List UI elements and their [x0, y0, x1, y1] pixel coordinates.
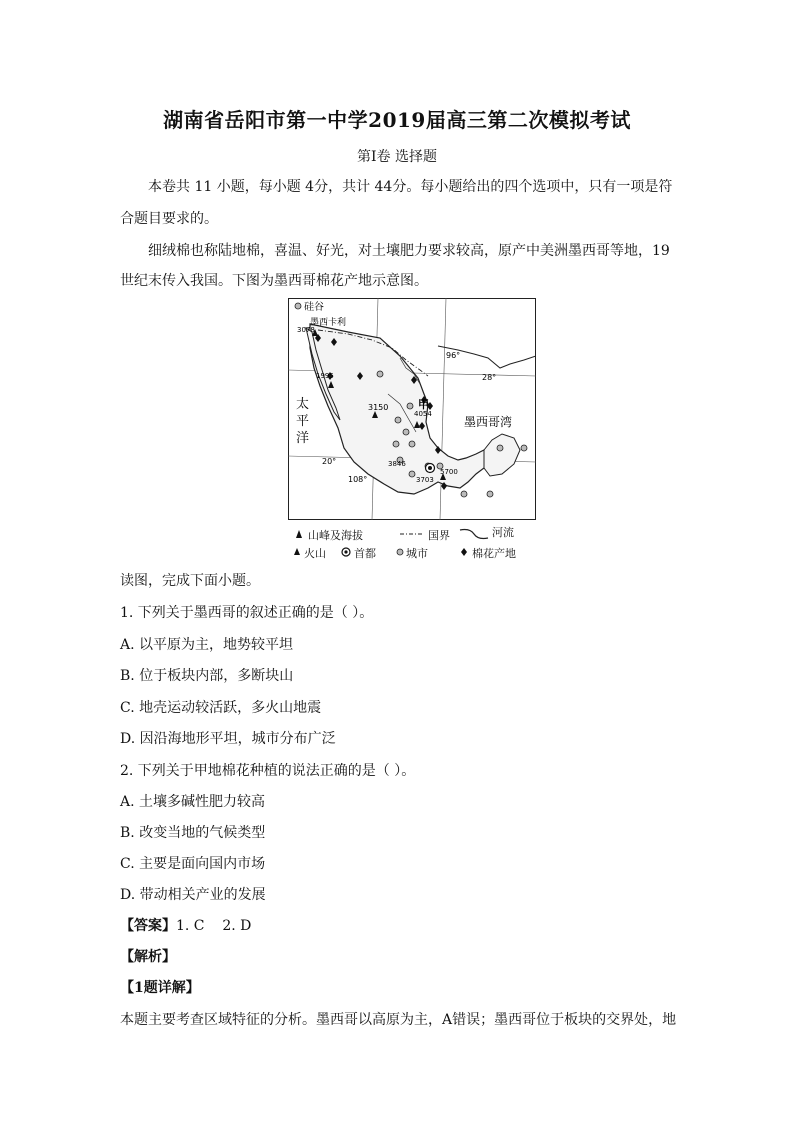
q1-option-b: B. 位于板块内部，多断块山 — [120, 668, 294, 684]
city-icon — [397, 549, 403, 555]
label-jia: 甲 — [418, 398, 429, 411]
analysis-text: 本题主要考查区域特征的分析。墨西哥以高原为主，A错误；墨西哥位于板块的交界处，地 — [120, 1012, 677, 1028]
label-elev-5700: 5700 — [440, 468, 458, 476]
analysis-detail-label: 【1题详解】 — [120, 980, 200, 996]
label-elev-4054: 4054 — [414, 410, 432, 418]
label-pacific-1: 太 — [296, 397, 310, 412]
q1-stem: 1. 下列关于墨西哥的叙述正确的是（ ）。 — [120, 605, 374, 621]
label-lat-28: 28° — [482, 373, 497, 382]
label-lon-96: 96° — [446, 351, 461, 360]
label-elev-3703: 3703 — [416, 476, 434, 484]
analysis-label: 【解析】 — [120, 949, 176, 965]
label-silicon-valley: 硅谷 — [304, 302, 324, 313]
passage-line-2: 世纪末传入我国。下图为墨西哥棉花产地示意图。 — [120, 273, 428, 289]
q2-stem: 2. 下列关于甲地棉花种植的说法正确的是（ ）。 — [120, 763, 416, 779]
river-icon — [460, 530, 488, 539]
legend-cotton: 棉花产地 — [472, 547, 516, 560]
label-mexicali: 墨西卡利 — [310, 318, 347, 328]
cotton-icon — [461, 548, 467, 556]
q1-option-c: C. 地壳运动较活跃，多火山地震 — [120, 700, 322, 716]
mexico-cotton-map — [288, 298, 536, 520]
label-pacific-3: 洋 — [296, 431, 310, 446]
q2-option-d: D. 带动相关产业的发展 — [120, 887, 266, 903]
label-elev-3078: 3078 — [297, 326, 315, 334]
q2-option-c: C. 主要是面向国内市场 — [120, 856, 266, 872]
legend-river: 河流 — [492, 526, 514, 539]
answer-row — [120, 915, 251, 935]
label-pacific-2: 平 — [296, 414, 310, 429]
q2-option-a: A. 土壤多碱性肥力较高 — [120, 794, 266, 810]
volcano-icon — [294, 548, 300, 555]
capital-marker — [426, 464, 435, 473]
label-gulf-of-mexico: 墨西哥湾 — [464, 415, 513, 429]
legend-border: 国界 — [428, 529, 450, 542]
map-legend — [288, 524, 548, 564]
section-subtitle: 第Ⅰ卷 选择题 — [357, 149, 437, 165]
label-lon-108: 108° — [348, 475, 368, 484]
label-elev-3150: 3150 — [368, 403, 389, 412]
legend-city: 城市 — [406, 547, 428, 560]
question-prompt: 读图，完成下面小题。 — [120, 573, 260, 589]
intro-line-1: 本卷共 11 小题，每小题 4分，共计 44分。每小题给出的四个选项中，只有一项是符 — [148, 179, 673, 195]
answer-label: 【答案】 — [120, 918, 176, 934]
answer-text: 1. C 2. D — [176, 918, 252, 934]
q1-option-d: D. 因沿海地形平坦，城市分布广泛 — [120, 731, 336, 747]
label-elev-1995: 1995 — [316, 372, 334, 380]
legend-capital: 首都 — [354, 547, 376, 560]
intro-line-2: 合题目要求的。 — [120, 211, 218, 227]
legend-peak: 山峰及海拔 — [308, 529, 363, 542]
page-title: 湖南省岳阳市第一中学2019届高三第二次模拟考试 — [163, 108, 631, 132]
label-lat-20: 20° — [322, 457, 337, 466]
q2-option-b: B. 改变当地的气候类型 — [120, 825, 266, 841]
passage-line-1: 细绒棉也称陆地棉，喜温、好光，对土壤肥力要求较高，原产中美洲墨西哥等地，19 — [148, 243, 670, 259]
peak-icon — [296, 530, 302, 538]
legend-volcano: 火山 — [304, 547, 326, 560]
q1-option-a: A. 以平原为主，地势较平坦 — [120, 637, 294, 653]
label-elev-3846: 3846 — [388, 460, 406, 468]
